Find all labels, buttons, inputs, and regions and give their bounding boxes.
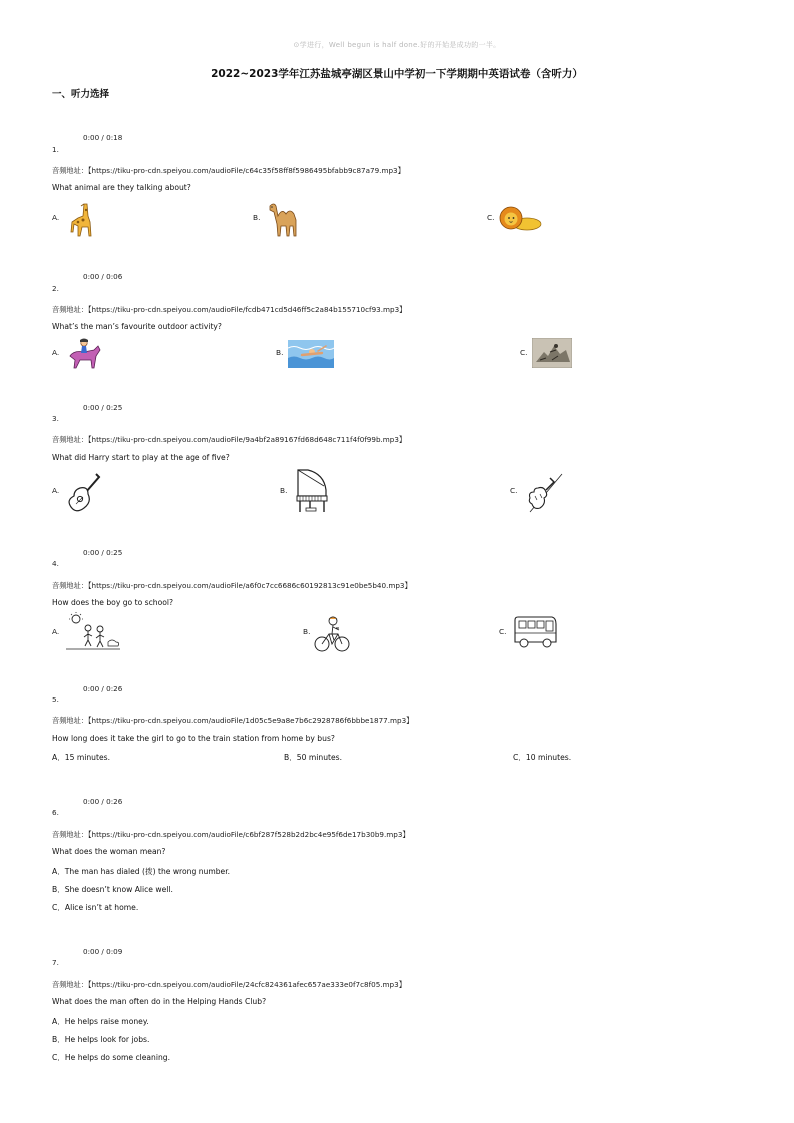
option-a[interactable]: A．15 minutes. (52, 753, 111, 762)
question-text: What does the man often do in the Helping Hands Club? (52, 997, 267, 1006)
question-text: What does the woman mean? (52, 847, 166, 856)
option-c-label[interactable]: C. (487, 213, 495, 222)
question-number: 4. (52, 559, 59, 568)
option-b-label[interactable]: B. (303, 627, 311, 636)
option-c-label[interactable]: C. (520, 348, 528, 357)
giraffe-icon (64, 202, 98, 238)
question-number: 1. (52, 145, 59, 154)
option-c[interactable]: C．Alice isn’t at home. (52, 903, 139, 912)
audio-url: 音频地址：【https://tiku-pro-cdn.speiyou.com/audioFile/c64c35f58ff8f5986495bfabb9c87a79.mp3】 (52, 166, 405, 175)
audio-time[interactable]: 0:00 / 0:06 (83, 272, 123, 281)
option-a-label[interactable]: A. (52, 213, 60, 222)
audio-url: 音频地址：【https://tiku-pro-cdn.speiyou.com/audioFile/fcdb471cd5d46ff5c2a84b155710cf93.mp3】 (52, 305, 407, 314)
audio-time[interactable]: 0:00 / 0:26 (83, 797, 123, 806)
question-number: 7. (52, 958, 59, 967)
sketch-photo-icon (532, 338, 572, 368)
audio-time[interactable]: 0:00 / 0:26 (83, 684, 123, 693)
option-b[interactable]: B．He helps look for jobs. (52, 1035, 150, 1044)
section-heading: 一、听力选择 (52, 89, 110, 100)
option-c-label[interactable]: C. (499, 627, 507, 636)
question-text: What did Harry start to play at the age of five? (52, 453, 230, 462)
audio-url: 音频地址：【https://tiku-pro-cdn.speiyou.com/audioFile/9a4bf2a89167fd68d648c711f4f0f99b.mp3】 (52, 435, 407, 444)
audio-url: 音频地址：【https://tiku-pro-cdn.speiyou.com/audioFile/c6bf287f528b2d2bc4e95f6de17b30b9.mp3】 (52, 830, 410, 839)
question-text: How long does it take the girl to go to the train station from home by bus? (52, 734, 335, 743)
option-b[interactable]: B．50 minutes. (284, 753, 343, 762)
bus-icon (512, 614, 558, 650)
option-b-label[interactable]: B. (276, 348, 284, 357)
camel-icon (266, 200, 304, 240)
option-c[interactable]: C．He helps do some cleaning. (52, 1053, 171, 1062)
swimming-icon (288, 340, 334, 368)
question-number: 2. (52, 284, 59, 293)
audio-url: 音频地址：【https://tiku-pro-cdn.speiyou.com/audioFile/a6f0c7cc6686c60192813c91e0be5b40.mp3】 (52, 581, 412, 590)
guitar-icon (66, 472, 102, 514)
option-a[interactable]: A．He helps raise money. (52, 1017, 149, 1026)
audio-time[interactable]: 0:00 / 0:25 (83, 548, 123, 557)
option-b-label[interactable]: B. (253, 213, 261, 222)
option-a-label[interactable]: A. (52, 348, 60, 357)
question-text: What animal are they talking about? (52, 183, 191, 192)
watermark: ⊙学进行，Well begun is half done.好的开始是成功的一半。 (293, 41, 501, 49)
piano-icon (294, 466, 330, 514)
question-text: How does the boy go to school? (52, 598, 174, 607)
lion-icon (497, 203, 545, 233)
option-a[interactable]: A．The man has dialed (拨) the wrong number. (52, 867, 231, 876)
question-number: 5. (52, 695, 59, 704)
question-number: 3. (52, 414, 59, 423)
option-b-label[interactable]: B. (280, 486, 288, 495)
violin-icon (522, 472, 566, 514)
option-a-label[interactable]: A. (52, 486, 60, 495)
walking-icon (64, 612, 122, 652)
audio-url: 音频地址：【https://tiku-pro-cdn.speiyou.com/audioFile/1d05c5e9a8e7b6c2928786f6bbbe1877.mp3】 (52, 716, 414, 725)
option-c-label[interactable]: C. (510, 486, 518, 495)
question-text: What’s the man’s favourite outdoor activity? (52, 322, 222, 331)
question-number: 6. (52, 808, 59, 817)
audio-time[interactable]: 0:00 / 0:25 (83, 403, 123, 412)
audio-time[interactable]: 0:00 / 0:18 (83, 133, 123, 142)
audio-url: 音频地址：【https://tiku-pro-cdn.speiyou.com/audioFile/24cfc824361afec657ae333e0f7c8f05.mp3】 (52, 980, 406, 989)
audio-time[interactable]: 0:00 / 0:09 (83, 947, 123, 956)
bicycle-icon (314, 614, 350, 654)
horse-riding-icon (64, 334, 104, 374)
option-a-label[interactable]: A. (52, 627, 60, 636)
option-b[interactable]: B．She doesn’t know Alice well. (52, 885, 173, 894)
option-c[interactable]: C．10 minutes. (513, 753, 572, 762)
page-title: 2022~2023学年江苏盐城亭湖区景山中学初一下学期期中英语试卷（含听力） (211, 68, 583, 80)
